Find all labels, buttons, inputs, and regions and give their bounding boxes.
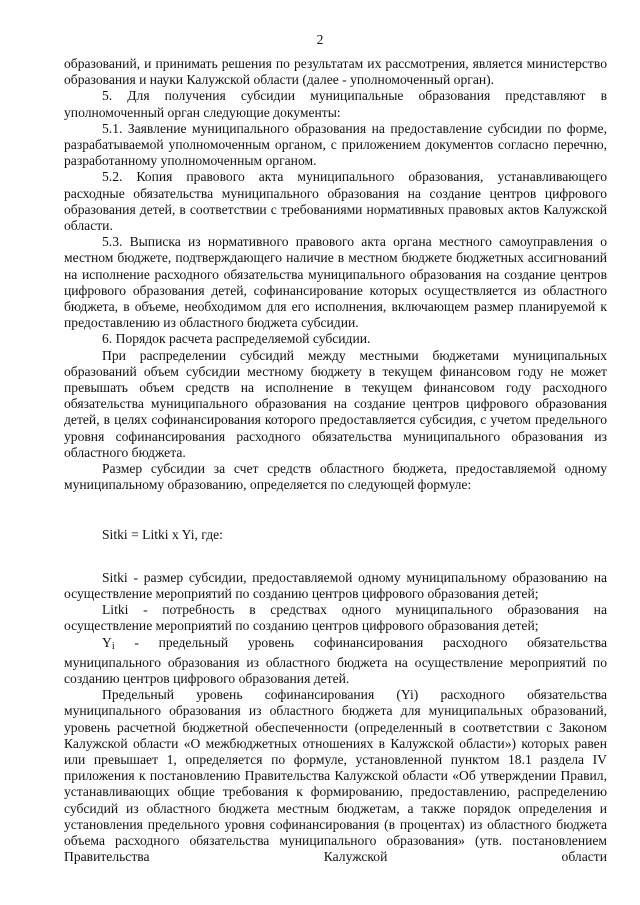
paragraph-distribution: При распределении субсидий между местными бюджетами муниципальных образований объем субсидии местному бюджету в текущем финансовом году не может превышать объем средств на исполнение в текущем финансовом году расходного обязательства муниципального образования на создание центров цифрового образования детей, в целях софинансирования которого предоставляется субсидия, с учетом предельного уровня софинансирования расходного обязательства муниципального образования из областного бюджета. <box>64 347 607 460</box>
paragraph-item-5-3: 5.3. Выписка из нормативного правового акта органа местного самоуправления о местном бюджете, подтверждающего наличие в местном бюджете бюджетных ассигнований на исполнение расходного обязательства муниципального образования на создание центров цифрового образования детей, софинансирование которых осуществляется из областного бюджета, в объеме, необходимом для его исполнения, включающем размер планируемой к предоставлению из областного бюджета субсидии. <box>64 234 607 331</box>
yi-symbol: Y <box>102 634 112 650</box>
page-number: 2 <box>316 32 324 47</box>
paragraph-continuation: образований, и принимать решения по результатам их рассмотрения, является министерство образования и науки Калужской области (далее - уполномоченный орган). <box>64 56 607 88</box>
document-body <box>64 56 607 865</box>
definition-litki: Litki - потребность в средствах одного муниципального образования на осуществление мероприятий по созданию центров цифрового образования детей; <box>64 602 607 634</box>
paragraph-item-5-2: 5.2. Копия правового акта муниципального образования, устанавливающего расходные обязательства муниципального образования на создание центров цифрового образования детей, в соответствии с требованиями нормативных правовых актов Калужской области. <box>64 169 607 234</box>
paragraph-item-5: 5. Для получения субсидии муниципальные образования представляют в уполномоченный орган следующие документы: <box>64 88 607 120</box>
definition-sitki: Sitki - размер субсидии, предоставляемой одному муниципальному образованию на осуществление мероприятий по созданию центров цифрового образования детей; <box>64 569 607 601</box>
formula: Sitki = Litki x Yi, где: <box>102 527 223 543</box>
yi-subscript: i <box>111 640 115 652</box>
definition-yi <box>64 635 607 688</box>
paragraph-cofinancing-level: Предельный уровень софинансирования (Yi) расходного обязательства муниципального образования из областного бюджета для муниципальных образований, уровень расчетной бюджетной обеспеченности (определенный в соответствии с Законом Калужской области «О межбюджетных отношениях в Калужской области») которых равен или превышает 1, определяется по формуле, установленной пунктом 18.1 раздела IV приложения к постановлению Правительства Калужской области «Об утверждении Правил, устанавливающих общие требования к формированию, предоставлению, распределению субсидий из областного бюджета местным бюджетам, а также порядок определения и установления предельного уровня софинансирования (в процентах) из областного бюджета объема расходного обязательства муниципального образования» (утв. постановлением Правительства Калужской области <box>64 687 607 865</box>
paragraph-item-5-1: 5.1. Заявление муниципального образования на предоставление субсидии по форме, разрабатываемой уполномоченным органом, с приложением документов согласно перечню, разработанному уполномоченным органом. <box>64 120 607 169</box>
paragraph-item-6: 6. Порядок расчета распределяемой субсидии. <box>102 331 371 347</box>
yi-definition-text: - предельный уровень софинансирования расходного обязательства муниципального образования из областного бюджета на осуществление мероприятий по созданию центров цифрового образования детей. <box>64 634 607 686</box>
paragraph-subsidy-size: Размер субсидии за счет средств областного бюджета, предоставляемой одному муниципальному образованию, определяется по следующей формуле: <box>64 461 607 493</box>
